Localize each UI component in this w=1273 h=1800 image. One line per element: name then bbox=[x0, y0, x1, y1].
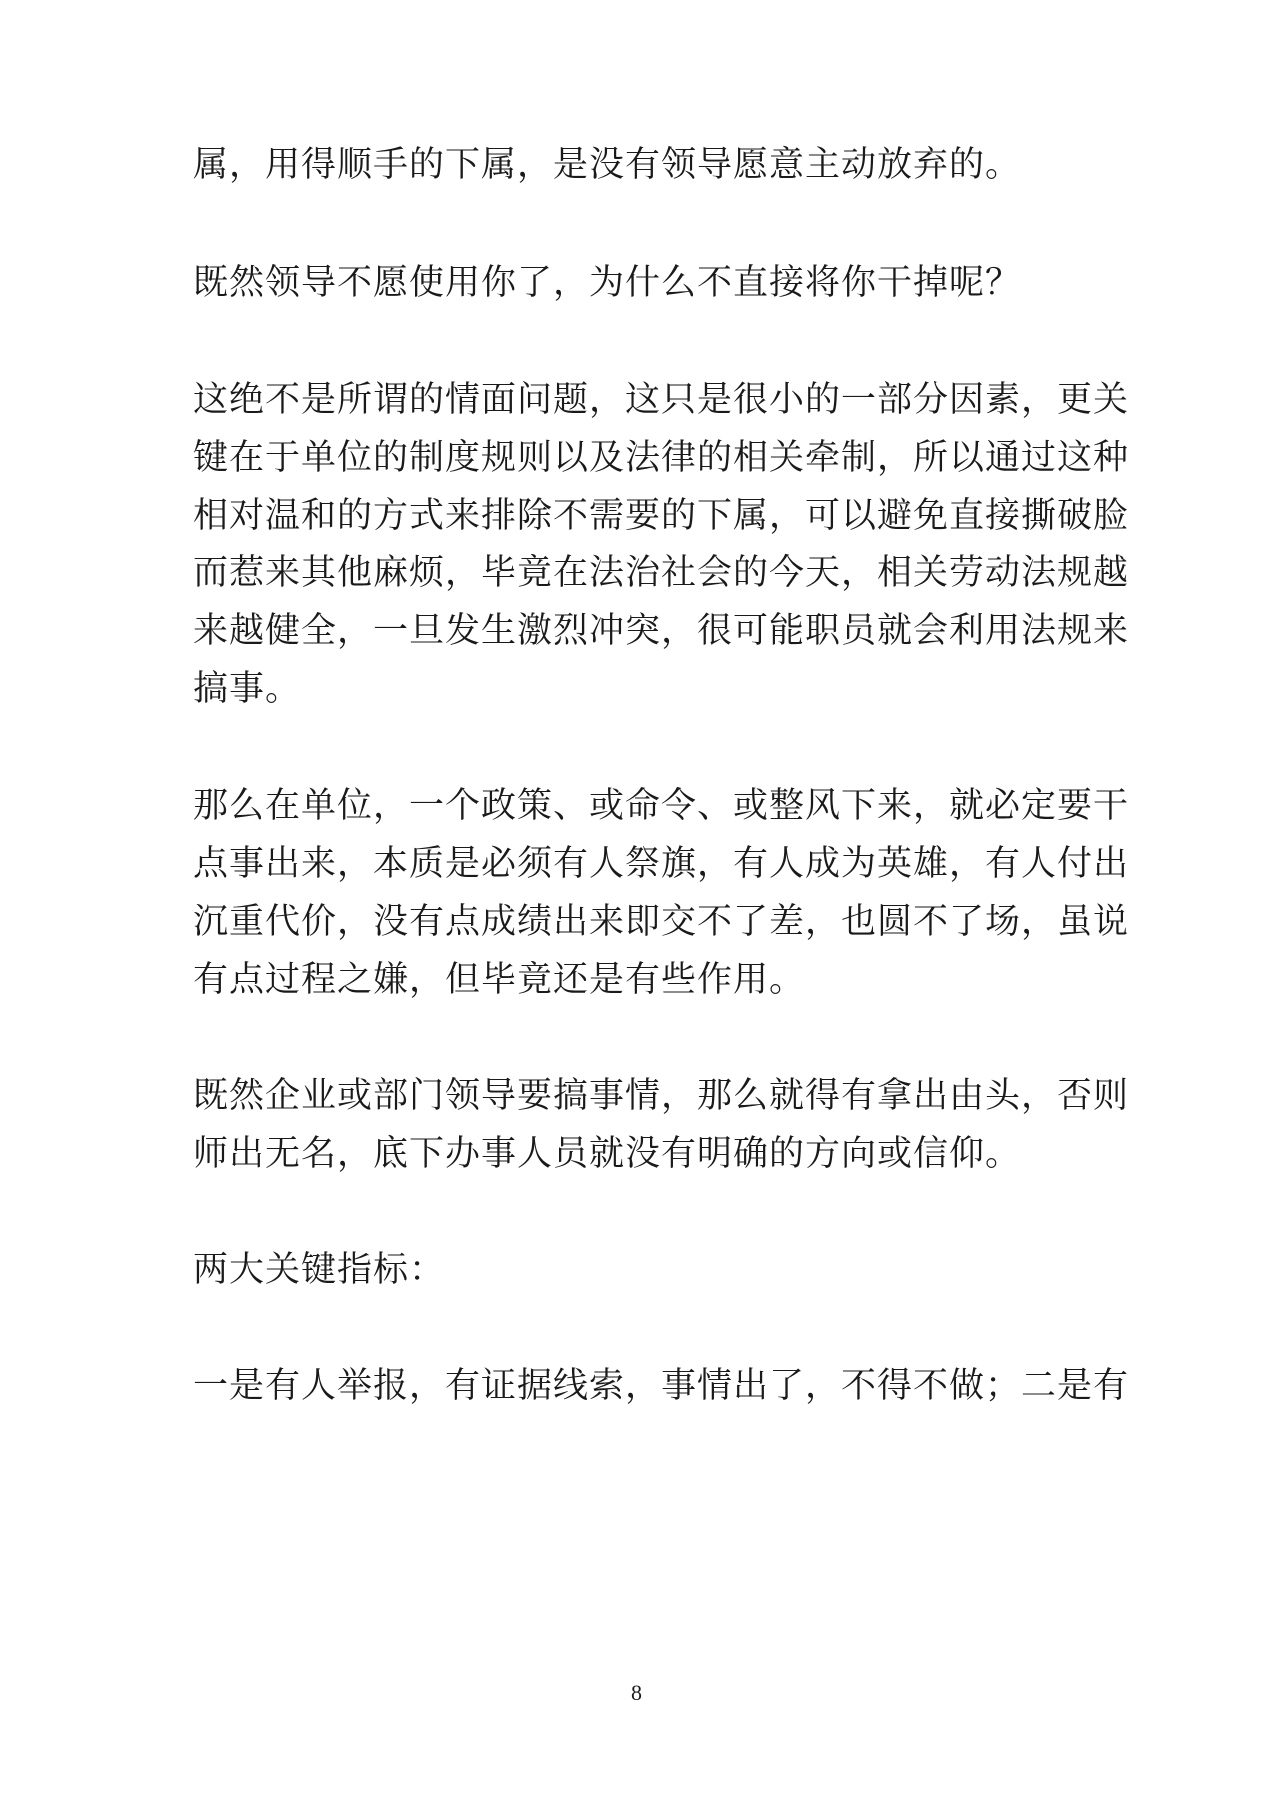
paragraph-4-line-4: 有点过程之嫌，但毕竟还是有些作用。 bbox=[193, 960, 806, 1000]
paragraph-1-line-1: 属，用得顺手的下属，是没有领导愿意主动放弃的。 bbox=[193, 145, 1022, 185]
paragraph-3-line-4: 而惹来其他麻烦，毕竟在法治社会的今天，相关劳动法规越 bbox=[193, 553, 1130, 593]
paragraph-2-line-1: 既然领导不愿使用你了，为什么不直接将你干掉呢？ bbox=[193, 263, 1022, 303]
paragraph-6-line-1: 两大关键指标： bbox=[193, 1250, 446, 1290]
paragraph-3-line-6: 搞事。 bbox=[193, 669, 302, 709]
paragraph-5-line-2: 师出无名，底下办事人员就没有明确的方向或信仰。 bbox=[193, 1134, 1022, 1174]
paragraph-3-line-5: 来越健全，一旦发生激烈冲突，很可能职员就会利用法规来 bbox=[193, 611, 1130, 651]
paragraph-7-line-1: 一是有人举报，有证据线索，事情出了，不得不做；二是有 bbox=[193, 1366, 1130, 1406]
paragraph-3-line-2: 键在于单位的制度规则以及法律的相关牵制，所以通过这种 bbox=[193, 438, 1130, 478]
paragraph-5-line-1: 既然企业或部门领导要搞事情，那么就得有拿出由头，否则 bbox=[193, 1076, 1130, 1116]
page-number: 8 bbox=[631, 1680, 642, 1705]
paragraph-4-line-3: 沉重代价，没有点成绩出来即交不了差，也圆不了场，虽说 bbox=[193, 902, 1130, 942]
paragraph-4-line-1: 那么在单位，一个政策、或命令、或整风下来，就必定要干 bbox=[193, 786, 1130, 826]
paragraph-3-line-1: 这绝不是所谓的情面问题，这只是很小的一部分因素，更关 bbox=[193, 380, 1130, 420]
paragraph-4-line-2: 点事出来，本质是必须有人祭旗，有人成为英雄，有人付出 bbox=[193, 844, 1130, 884]
paragraph-3-line-3: 相对温和的方式来排除不需要的下属，可以避免直接撕破脸 bbox=[193, 496, 1130, 536]
